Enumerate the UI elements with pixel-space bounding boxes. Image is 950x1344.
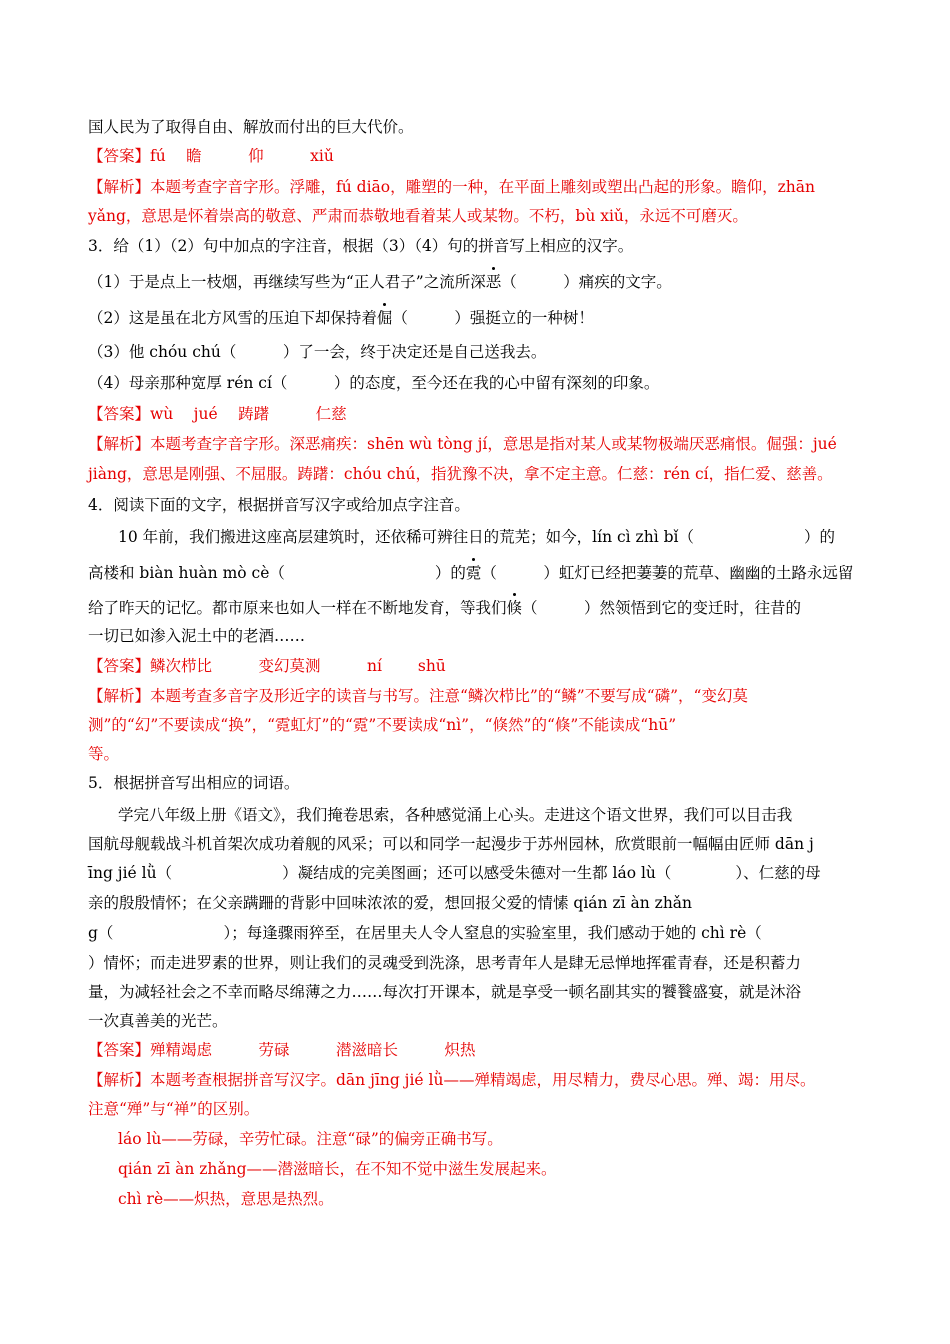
- q5-p5-a: g（: [88, 924, 114, 942]
- q5-answer: 【答案】殚精竭虑 劳碌 潜滋暗长 炽热: [88, 1041, 476, 1059]
- q3-sentence-3: （3）他 chóu chú（ ）了一会，终于决定还是自己送我去。: [88, 343, 547, 361]
- q3-analysis-line2: jiàng，意思是刚强、不屈服。踌躇：chóu chú，指犹豫不决，拿不定主意。仁慈：rén cí，指仁爱、慈善。: [88, 465, 833, 483]
- q3-s2-post: （ ）强挺立的一种树！: [392, 309, 594, 327]
- q5-p3-a: īng jié lǜ（: [88, 864, 173, 882]
- q4-p1-a: 10 年前，我们搬进这座高层建筑时，还依稀可辨往日的荒芜；如今，lín cì zhì bǐ（: [118, 528, 694, 546]
- q3-s1-dotted-char: 恶: [485, 273, 502, 291]
- q5-p3-b: ）凝结成的完美图画；还可以感受朱德对一生都 láo lù（: [282, 864, 672, 882]
- q4-p2-c: （ ）虹灯已经把萋萋的荒草、幽幽的土路永远留: [481, 564, 854, 582]
- q5-p3-c: ）、仁慈的母: [735, 864, 821, 882]
- q5-title: 5．根据拼音写出相应的词语。: [88, 774, 300, 792]
- q5-analysis-line5: chì rè——炽热，意思是热烈。: [118, 1190, 334, 1208]
- q4-analysis-line1: 【解析】本题考查多音字及形近字的读音与书写。注意“鳞次栉比”的“鳞”不要写成“磷”，“变幻莫: [88, 687, 748, 705]
- q4-passage-line4: 一切已如渗入泥土中的老酒……: [88, 627, 306, 645]
- q3-s1-pre: （1）于是点上一枝烟，再继续写些为“正人君子”之流所深: [88, 273, 486, 291]
- q5-passage-line5: [88, 922, 868, 944]
- q5-passage-line8: 一次真善美的光芒。: [88, 1012, 228, 1030]
- q5-passage-line2: 国航母舰载战斗机首架次成功着舰的风采；可以和同学一起漫步于苏州园林，欣赏眼前一幅幅由匠师 dān j: [88, 835, 814, 853]
- q4-p3-b: （ ）然领悟到它的变迁时，往昔的: [522, 599, 802, 617]
- q3-sentence-4: （4）母亲那种宽厚 rén cí（ ）的态度，至今还在我的心中留有深刻的印象。: [88, 374, 660, 392]
- q4-passage-line2: [88, 562, 868, 584]
- q4-passage-line3: [88, 597, 868, 619]
- q5-passage-line6: ）情怀；而走进罗素的世界，则让我们的灵魂受到洗涤，思考青年人是肆无忌惮地挥霍青春，还是积蓄力: [88, 954, 802, 972]
- q5-p5-b: ）；每逢骤雨猝至，在居里夫人令人窒息的实验室里，我们感动于她的 chì rè（: [223, 924, 762, 942]
- q4-analysis-line3: 等。: [88, 745, 120, 763]
- q5-analysis-line2: 注意“殚”与“禅”的区别。: [88, 1100, 260, 1118]
- q2-text-line: 国人民为了取得自由、解放而付出的巨大代价。: [88, 118, 414, 136]
- q5-passage-line4: 亲的殷殷情怀；在父亲蹒跚的背影中回味浓浓的爱，想回报父爱的情愫 qián zī àn zhǎn: [88, 894, 693, 912]
- q3-answer: 【答案】wù jué 踌躇 仁慈: [88, 405, 347, 423]
- q2-answer: 【答案】fú 瞻 仰 xiǔ: [88, 147, 334, 165]
- q5-analysis-line4: qián zī àn zhǎng——潜滋暗长，在不知不觉中滋生发展起来。: [118, 1160, 557, 1178]
- q4-analysis-line2: 测”的“幻”不要读成“换”，“霓虹灯”的“霓”不要读成“nì”，“倏然”的“倏”不能读成“hū”: [88, 716, 677, 734]
- q4-p1-b: ）的: [803, 528, 835, 546]
- q3-sentence-1: [88, 271, 868, 293]
- q5-passage-line3: [88, 862, 868, 884]
- q2-analysis-line2: yǎng，意思是怀着崇高的敬意、严肃而恭敬地看着某人或某物。不朽，bù xiǔ，永远不可磨灭。: [88, 207, 748, 225]
- q3-s1-post: （ ）痛疾的文字。: [501, 273, 672, 291]
- q3-s2-dotted-char: 倔: [376, 309, 393, 327]
- q5-passage-line7: 量，为减轻社会之不幸而略尽绵薄之力……每次打开课本，就是享受一顿名副其实的饕餮盛宴，就是沐浴: [88, 983, 802, 1001]
- q4-p3-a: 给了昨天的记忆。都市原来也如人一样在不断地发育，等我们: [88, 599, 507, 617]
- q3-analysis-line1: 【解析】本题考查字音字形。深恶痛疾：shēn wù tòng jí，意思是指对某人或某物极端厌恶痛恨。倔强：jué: [88, 435, 837, 453]
- q5-passage-line1: 学完八年级上册《语文》，我们掩卷思索，各种感觉涌上心头。走进这个语文世界，我们可以目击我: [118, 806, 793, 824]
- q2-analysis-line1: 【解析】本题考查字音字形。浮雕，fú diāo，雕塑的一种，在平面上雕刻或塑出凸起的形象。瞻仰，zhān: [88, 178, 815, 196]
- q3-s2-pre: （2）这是虽在北方风雪的压迫下却保持着: [88, 309, 377, 327]
- q3-title: 3．给（1）（2）句中加点的字注音，根据（3）（4）句的拼音写上相应的汉字。: [88, 237, 634, 255]
- q4-title: 4．阅读下面的文字，根据拼音写汉字或给加点字注音。: [88, 496, 470, 514]
- q4-p2-a: 高楼和 biàn huàn mò cè（: [88, 564, 285, 582]
- q3-sentence-2: [88, 307, 868, 329]
- q5-analysis-line1: 【解析】本题考查根据拼音写汉字。dān jīng jié lǜ——殚精竭虑，用尽精力，费尽心思。殚、竭：用尽。: [88, 1071, 816, 1089]
- q4-passage-line1: [118, 526, 898, 548]
- q4-p2-b: ）的: [434, 564, 466, 582]
- q4-p2-dotted-char: 霓: [465, 564, 482, 582]
- q4-answer: 【答案】鳞次栉比 变幻莫测 ní shū: [88, 657, 446, 675]
- q5-analysis-line3: láo lù——劳碌，辛劳忙碌。注意“碌”的偏旁正确书写。: [118, 1130, 503, 1148]
- q4-p3-dotted-char: 倏: [506, 599, 523, 617]
